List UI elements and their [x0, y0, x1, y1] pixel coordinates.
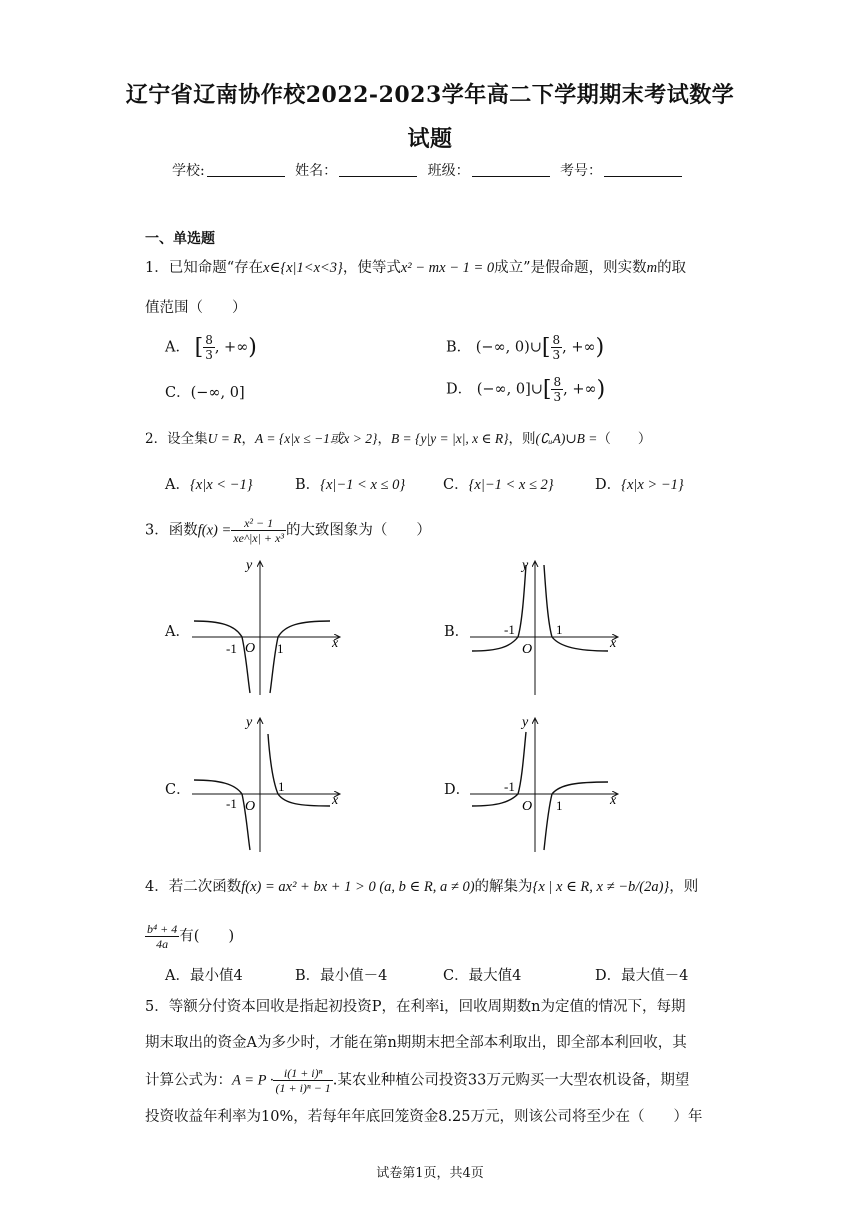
- question-number: 3．: [145, 522, 169, 539]
- option-content: 最小值4: [189, 968, 243, 984]
- option-label: D．: [595, 968, 622, 984]
- x-axis-label: x: [610, 636, 617, 651]
- q3-option-a-label[interactable]: A．: [165, 624, 190, 640]
- q4-option-a[interactable]: [165, 964, 243, 985]
- q3-text-b: 的大致图象为（ ）: [285, 522, 431, 539]
- y-axis-label: y: [522, 715, 529, 730]
- q1-option-c[interactable]: [165, 381, 245, 402]
- page-title-line1: 辽宁省辽南协作校2022-2023学年高二下学期期末考试数学: [125, 82, 735, 108]
- y-axis-label: y: [246, 715, 253, 730]
- question-1-line2: 值范围（ ）: [145, 300, 247, 316]
- exam-no-label: 考号：: [560, 163, 603, 179]
- tick-one: 1: [277, 641, 284, 656]
- question-number: 2．: [145, 431, 168, 447]
- question-4-line2: [145, 922, 715, 951]
- option-label: B．: [295, 968, 321, 984]
- curve-left: [472, 732, 526, 806]
- class-label: 班级：: [427, 163, 470, 179]
- x-axis-label: x: [332, 793, 339, 808]
- tick-neg-one: -1: [504, 622, 515, 637]
- name-blank[interactable]: [339, 162, 417, 177]
- q4-function: f(x) = ax² + bx + 1 > 0 (a, b ∈ R, a ≠ 0): [241, 879, 475, 895]
- question-number: 5．: [145, 999, 169, 1015]
- q3-function: f(x) =: [197, 522, 232, 539]
- q2-option-b[interactable]: [295, 473, 405, 494]
- option-label: A．: [165, 968, 190, 984]
- curve-right: [544, 782, 608, 850]
- q1-variable: m: [646, 260, 658, 276]
- q1-equation: x² − mx − 1 = 0: [400, 260, 495, 276]
- section-heading: 一、单选题: [145, 231, 215, 247]
- curve-left: [194, 780, 250, 850]
- q1-text-part1: 已知命题“存在: [168, 260, 264, 276]
- question-5-line2: 期末取出的资金A为多少时，才能在第n期期末把全部本利取出，即全部本利回收，其: [145, 1035, 687, 1051]
- question-3: [145, 516, 715, 545]
- q5-text-line3b: .某农业种植公司投资33万元购买一大型农机设备，期望: [332, 1072, 690, 1089]
- y-axis-label: y: [246, 558, 253, 573]
- q3-graph-a[interactable]: [190, 555, 350, 700]
- q4-text-c: ，则: [669, 879, 699, 895]
- q3-graph-c[interactable]: [190, 712, 350, 857]
- curve-right: [270, 621, 330, 693]
- q3-graph-d[interactable]: [468, 712, 628, 857]
- tick-one: 1: [278, 779, 285, 794]
- x-axis-label: x: [610, 793, 617, 808]
- curve-left: [194, 621, 250, 693]
- option-content: {x|−1 < x ≤ 2}: [468, 477, 554, 493]
- option-label: D．: [446, 381, 473, 398]
- question-1: [145, 257, 725, 279]
- q2-expression: (∁ᵤA)∪B =: [535, 431, 598, 446]
- q4-option-c[interactable]: [443, 964, 521, 985]
- q2-text-a: 设全集: [167, 431, 208, 447]
- student-info-fields: [0, 160, 860, 180]
- q1-text-part2: ，使等式: [342, 260, 401, 276]
- q4-text-d: 有( ): [179, 928, 235, 945]
- option-label: D．: [595, 477, 622, 493]
- q2-set-a: A = {x|x ≤ −1或x > 2}: [254, 431, 378, 446]
- option-content: {x|x > −1}: [621, 477, 684, 493]
- option-content: 最大值－4: [621, 968, 689, 984]
- q1-option-b[interactable]: B． (−∞, 0)∪[ $\frac{8}{3}$ , +∞): [446, 333, 605, 362]
- option-label: B．: [446, 339, 472, 356]
- name-label: 姓名：: [295, 163, 338, 179]
- q2-option-a[interactable]: [165, 473, 253, 494]
- question-5-line3: [145, 1066, 725, 1095]
- tick-neg-one: -1: [504, 779, 515, 794]
- option-content: 最小值－4: [320, 968, 388, 984]
- option-label: C．: [165, 385, 191, 401]
- option-label: C．: [443, 968, 469, 984]
- q1-set: x∈{x|1<x<3}: [263, 260, 343, 276]
- school-blank[interactable]: [207, 162, 285, 177]
- x-axis-label: x: [332, 636, 339, 651]
- q1-option-d[interactable]: D． (−∞, 0]∪[ $\frac{8}{3}$ , +∞): [446, 375, 606, 404]
- curve-left: [472, 565, 526, 651]
- q3-text-a: 函数: [168, 522, 198, 539]
- tick-one: 1: [556, 798, 563, 813]
- q2-option-d[interactable]: [595, 473, 684, 494]
- option-content: {x|x < −1}: [189, 477, 253, 493]
- question-5-line1: [145, 996, 725, 1018]
- q1-option-a[interactable]: A． [ $\frac{8}{3}$ , +∞): [165, 333, 257, 362]
- origin-label: O: [522, 642, 533, 657]
- option-label: B．: [295, 477, 321, 493]
- q4-option-d[interactable]: [595, 964, 688, 985]
- q1-text-part3: 成立”是假命题，则实数: [494, 260, 647, 276]
- option-content: 最大值4: [468, 968, 522, 984]
- class-blank[interactable]: [472, 162, 550, 177]
- tick-neg-one: -1: [226, 796, 237, 811]
- q4-text-a: 若二次函数: [168, 879, 242, 895]
- q5-formula-lhs: A = P ·: [232, 1072, 274, 1089]
- question-number: 1．: [145, 260, 169, 276]
- q3-fraction: $\frac{\text{x² − 1}}{\text{xe\textasciicircum{}|x| + x³}}$: [233, 516, 284, 545]
- page-footer: 试卷第1页，共4页: [376, 1166, 484, 1181]
- tick-one: 1: [556, 622, 563, 637]
- q4-text-b: 的解集为: [474, 879, 533, 895]
- tick-neg-one: -1: [226, 641, 237, 656]
- school-label: 学校:: [171, 163, 205, 179]
- option-label: A．: [165, 339, 190, 356]
- origin-label: O: [522, 799, 533, 814]
- q3-graph-b[interactable]: [468, 555, 628, 700]
- q4-option-b[interactable]: [295, 964, 387, 985]
- q2-option-c[interactable]: [443, 473, 554, 494]
- question-number: 4．: [145, 879, 169, 895]
- question-5-line4: 投资收益年利率为10%，若每年年底回笼资金8.25万元，则该公司将至少在（ ）年: [145, 1109, 703, 1125]
- option-content: {x|−1 < x ≤ 0}: [320, 477, 406, 493]
- origin-label: O: [245, 641, 256, 656]
- q3-option-c-label[interactable]: C．: [165, 782, 191, 798]
- q2-text-b: ，则: [508, 431, 536, 447]
- question-2: 2．设全集U = R，A = {x|x ≤ −1或x > 2}，B = {y|y = |x|, x ∈ R}，则(∁ᵤA)∪B =（ ）: [145, 431, 652, 447]
- q1-text-part4: 的取: [657, 260, 687, 276]
- q2-set-b: B = {y|y = |x|, x ∈ R}: [390, 431, 509, 446]
- exam-no-blank[interactable]: [604, 162, 682, 177]
- curve-right: [268, 734, 330, 806]
- origin-label: O: [245, 799, 256, 814]
- fraction-8-3: $\frac{8}{3}$: [205, 333, 213, 362]
- option-label: A．: [165, 477, 190, 493]
- q4-expression: $\frac{\text{b⁴ + 4}}{4a}$: [147, 922, 178, 951]
- q5-formula-fraction: $\frac{\text{i(1 + i)ⁿ}}{\text{(1 + i)ⁿ − 1}}$: [275, 1066, 331, 1095]
- q5-text-line1: 等额分付资本回收是指起初投资P，在利率i，回收周期数n为定值的情况下，每期: [168, 999, 686, 1015]
- page-title-line2: 试题: [407, 126, 453, 152]
- question-4: [145, 876, 725, 898]
- q4-solution-set: {x | x ∈ R, x ≠ −b/(2a)}: [532, 879, 670, 895]
- q3-option-d-label[interactable]: D．: [444, 782, 471, 798]
- y-axis-label: y: [522, 558, 529, 573]
- q2-text-c: （ ）: [597, 431, 652, 447]
- curve-right: [544, 565, 608, 651]
- q5-text-line3a: 计算公式为：: [145, 1072, 232, 1089]
- fraction-8-3: $\frac{8}{3}$: [552, 333, 561, 362]
- q2-universe: U = R: [207, 431, 242, 446]
- q3-option-b-label[interactable]: B．: [444, 624, 470, 640]
- option-label: C．: [443, 477, 469, 493]
- option-content: (−∞, 0]: [190, 385, 245, 401]
- fraction-8-3: $\frac{8}{3}$: [553, 375, 562, 404]
